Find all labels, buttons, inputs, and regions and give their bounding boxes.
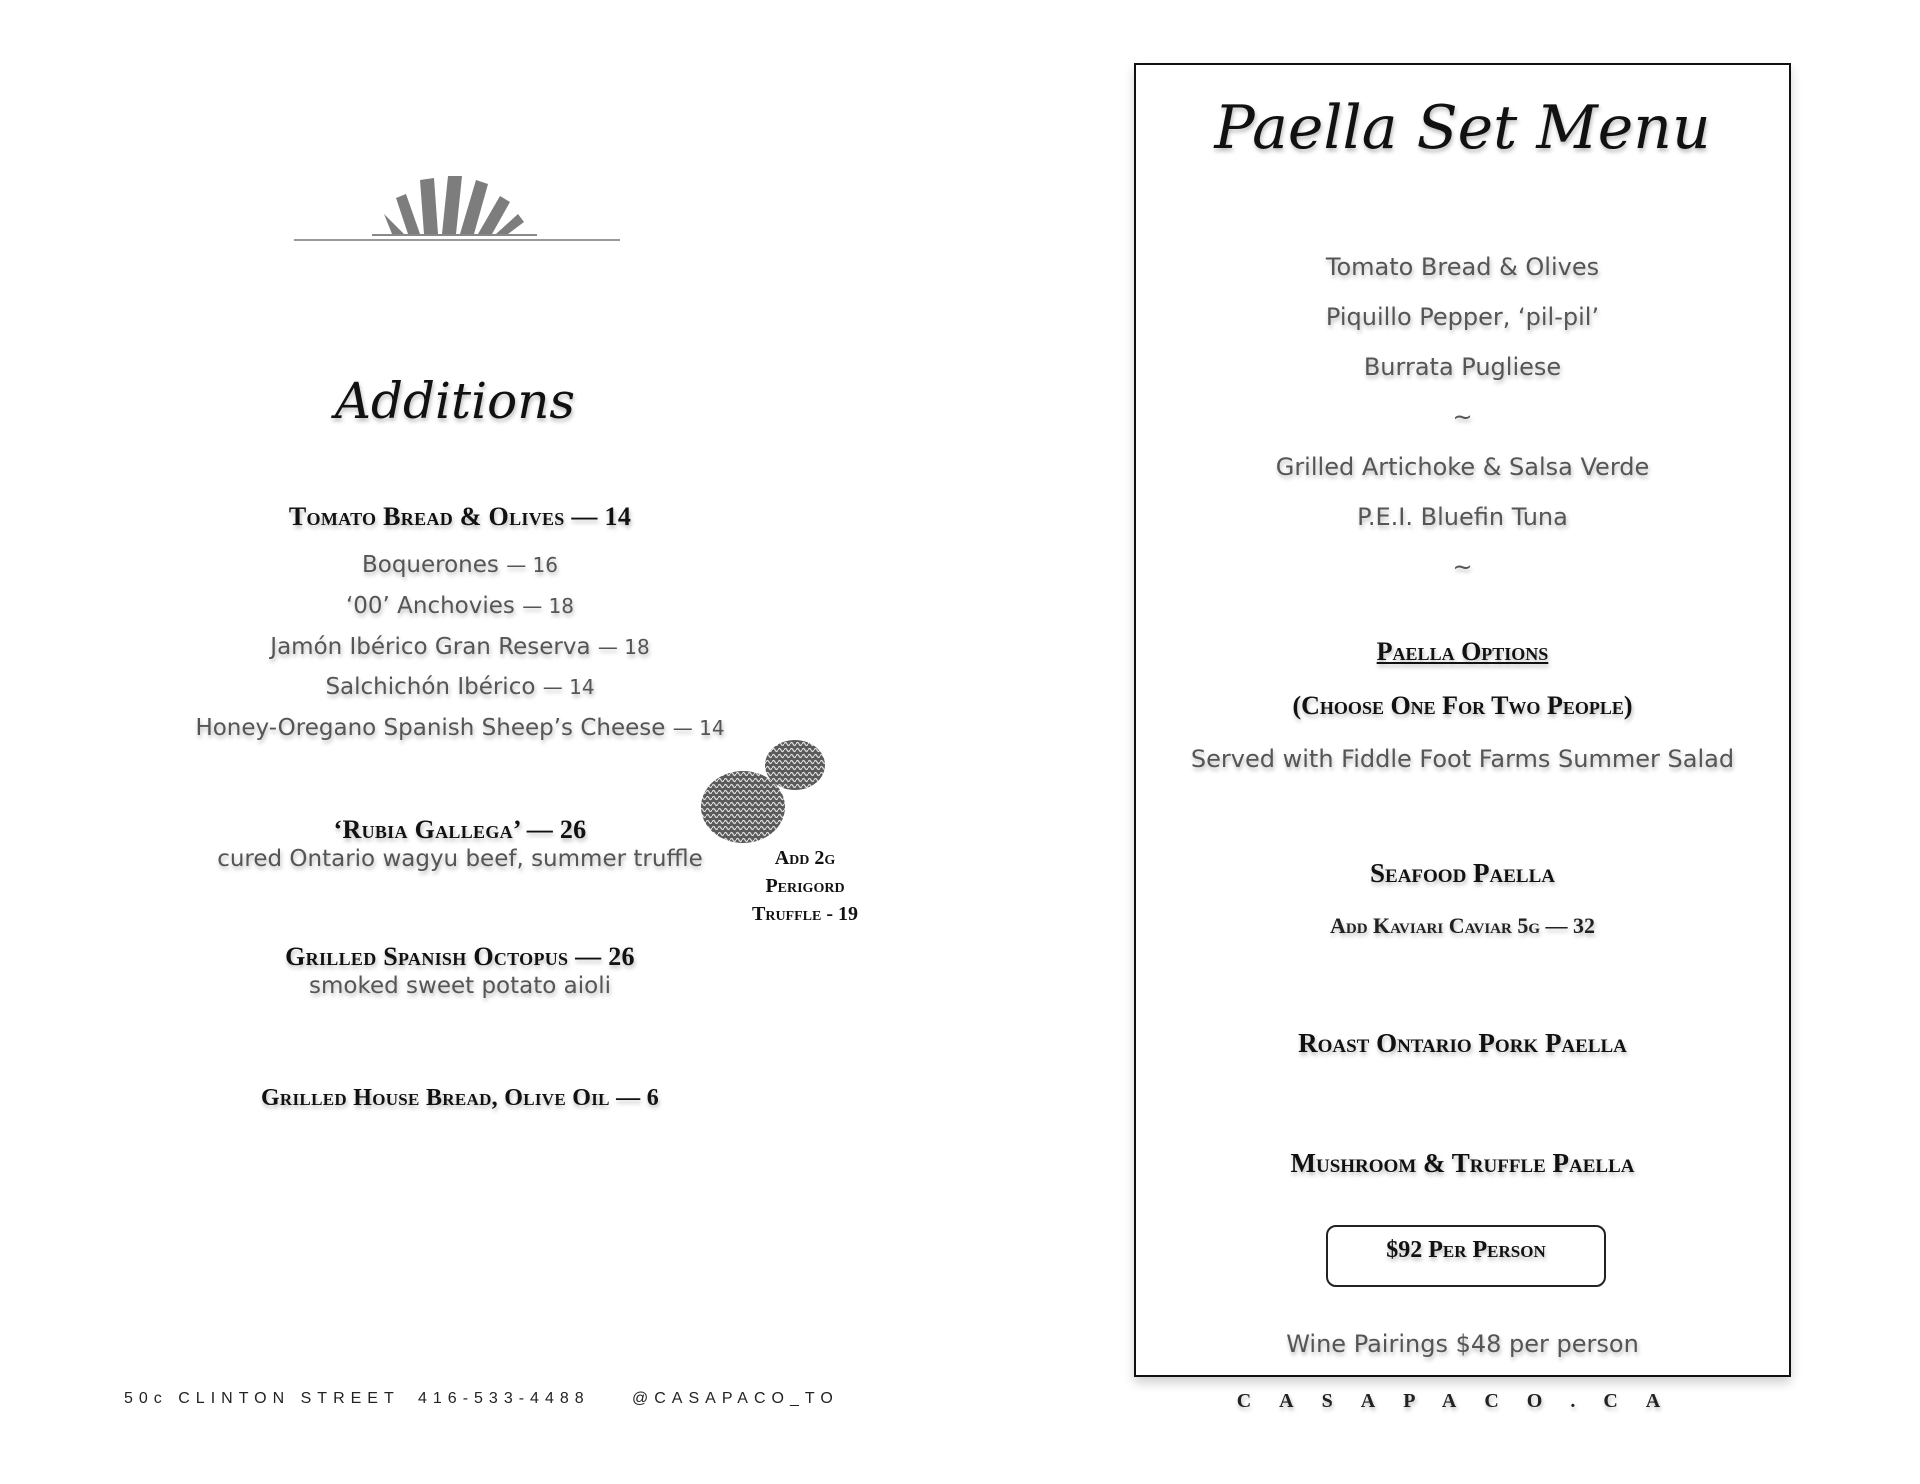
website-text: CASAPACO.CA bbox=[1236, 1390, 1689, 1412]
truffle-note-line: Perigord bbox=[765, 875, 845, 897]
octopus-heading: Grilled Spanish Octopus — 26 bbox=[285, 942, 635, 971]
paella-options-label: Paella Options bbox=[1376, 637, 1549, 666]
address-text: 50c CLINTON STREET bbox=[124, 1390, 400, 1407]
price-per-person: $92 Per Person bbox=[1386, 1237, 1546, 1263]
paella-options-heading bbox=[1136, 637, 1789, 667]
paella-options-subheading: (Choose One For Two People) bbox=[1292, 691, 1633, 720]
item-name: Jamón Ibérico Gran Reserva bbox=[270, 634, 591, 660]
wine-pairings: Wine Pairings $48 per person bbox=[1286, 1330, 1639, 1358]
list-item bbox=[180, 593, 740, 619]
house-bread-heading: Grilled House Bread, Olive Oil — 6 bbox=[260, 1085, 660, 1111]
additions-title: Additions bbox=[334, 372, 576, 430]
item-name: Salchichón Ibérico bbox=[325, 674, 536, 700]
additions-panel bbox=[0, 0, 900, 1484]
caviar-addon: Add Kaviari Caviar 5g — 32 bbox=[1329, 913, 1596, 938]
item-name: Boquerones bbox=[361, 552, 499, 578]
item-price: — 14 bbox=[542, 675, 595, 699]
octopus-description: smoked sweet potato aioli bbox=[309, 973, 611, 999]
tomato-bread-heading bbox=[180, 502, 740, 532]
course-item: Burrata Pugliese bbox=[1363, 353, 1562, 381]
item-price: — 16 bbox=[506, 553, 559, 577]
course-item: Tomato Bread & Olives bbox=[1325, 253, 1600, 281]
course-item: Grilled Artichoke & Salsa Verde bbox=[1275, 453, 1650, 481]
options-note: Served with Fiddle Foot Farms Summer Salad bbox=[1190, 745, 1735, 773]
paella-set-menu-card bbox=[1134, 63, 1791, 1377]
item-name: ‘00’ Anchovies bbox=[345, 593, 515, 619]
set-menu-title: Paella Set Menu bbox=[1214, 93, 1711, 163]
mushroom-truffle-paella: Mushroom & Truffle Paella bbox=[1290, 1148, 1635, 1178]
contact-footer bbox=[0, 1390, 900, 1420]
price-box bbox=[1326, 1225, 1606, 1287]
item-price: — 18 bbox=[522, 594, 575, 618]
course-item: P.E.I. Bluefin Tuna bbox=[1357, 503, 1568, 531]
item-name: Honey-Oregano Spanish Sheep’s Cheese bbox=[195, 715, 666, 741]
pork-paella: Roast Ontario Pork Paella bbox=[1298, 1028, 1627, 1058]
rubia-gallega-heading: ‘Rubia Gallega’ — 26 bbox=[333, 815, 587, 844]
social-handle: @CASAPACO_TO bbox=[632, 1390, 839, 1407]
truffle-note-line: Truffle - 19 bbox=[752, 903, 858, 925]
truffle-note-line: Add 2g bbox=[774, 847, 836, 869]
list-item bbox=[180, 634, 740, 660]
tomato-bread-label: Tomato Bread & Olives bbox=[288, 502, 565, 531]
item-price: — 18 bbox=[597, 635, 650, 659]
tomato-bread-price: — 14 bbox=[571, 502, 632, 531]
rubia-gallega-description: cured Ontario wagyu beef, summer truffle bbox=[217, 846, 703, 872]
list-item bbox=[180, 552, 740, 578]
phone-text: 416-533-4488 bbox=[418, 1390, 590, 1407]
course-divider: ~ bbox=[1452, 553, 1473, 581]
shell-logo-icon bbox=[292, 172, 622, 242]
course-divider: ~ bbox=[1452, 403, 1473, 431]
item-price: — 14 bbox=[672, 716, 725, 740]
list-item bbox=[180, 674, 740, 700]
seafood-paella: Seafood Paella bbox=[1370, 858, 1555, 888]
course-item: Piquillo Pepper, ‘pil-pil’ bbox=[1325, 303, 1600, 331]
list-item bbox=[160, 715, 760, 741]
